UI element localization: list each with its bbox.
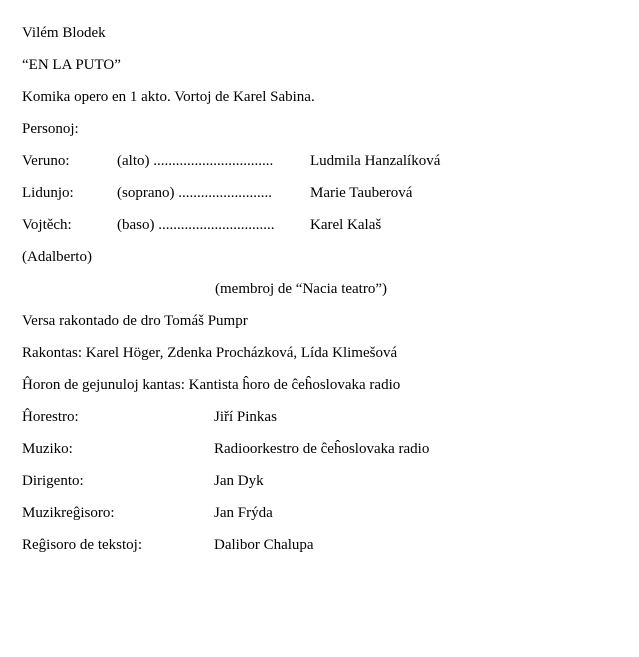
opera-title: “EN LA PUTO”: [22, 57, 121, 73]
cast-performer: Ludmila Hanzalíková: [310, 153, 441, 169]
cast-role: Lidunjo:: [22, 185, 74, 201]
credit-value: Dalibor Chalupa: [214, 537, 314, 553]
credit-label: Dirigento:: [22, 473, 84, 489]
cast-performer: Marie Tauberová: [310, 185, 413, 201]
cast-voice: (soprano) .........................: [117, 185, 272, 201]
opera-description: Komika opero en 1 akto. Vortoj de Karel Sabina.: [22, 89, 315, 105]
credit-value: Jiří Pinkas: [214, 409, 277, 425]
adalberto-note: (Adalberto): [22, 249, 92, 265]
credit-value: Jan Frýda: [214, 505, 273, 521]
cast-voice: (alto) ................................: [117, 153, 274, 169]
membroj-note: (membroj de “Nacia teatro”): [215, 281, 387, 297]
cast-voice: (baso) ...............................: [117, 217, 275, 233]
cast-role: Vojtěch:: [22, 217, 72, 233]
credit-value: Jan Dyk: [214, 473, 264, 489]
composer-name: Vilém Blodek: [22, 25, 106, 41]
credit-label: Reĝisoro de tekstoj:: [22, 537, 142, 553]
credit-label: Ĥorestro:: [22, 409, 79, 425]
credit-value: Radioorkestro de ĉeĥoslovaka radio: [214, 441, 430, 457]
rakontas-line: Rakontas: Karel Höger, Zdenka Procházková, Lída Klimešová: [22, 345, 398, 361]
credit-label: Muziko:: [22, 441, 73, 457]
personoj-label: Personoj:: [22, 121, 79, 137]
horon-line: Ĥoron de gejunuloj kantas: Kantista ĥoro de ĉeĥoslovaka radio: [22, 377, 401, 393]
cast-role: Veruno:: [22, 153, 70, 169]
credit-label: Muzikreĝisoro:: [22, 505, 115, 521]
cast-performer: Karel Kalaš: [310, 217, 382, 233]
versa-line: Versa rakontado de dro Tomáš Pumpr: [22, 313, 248, 329]
